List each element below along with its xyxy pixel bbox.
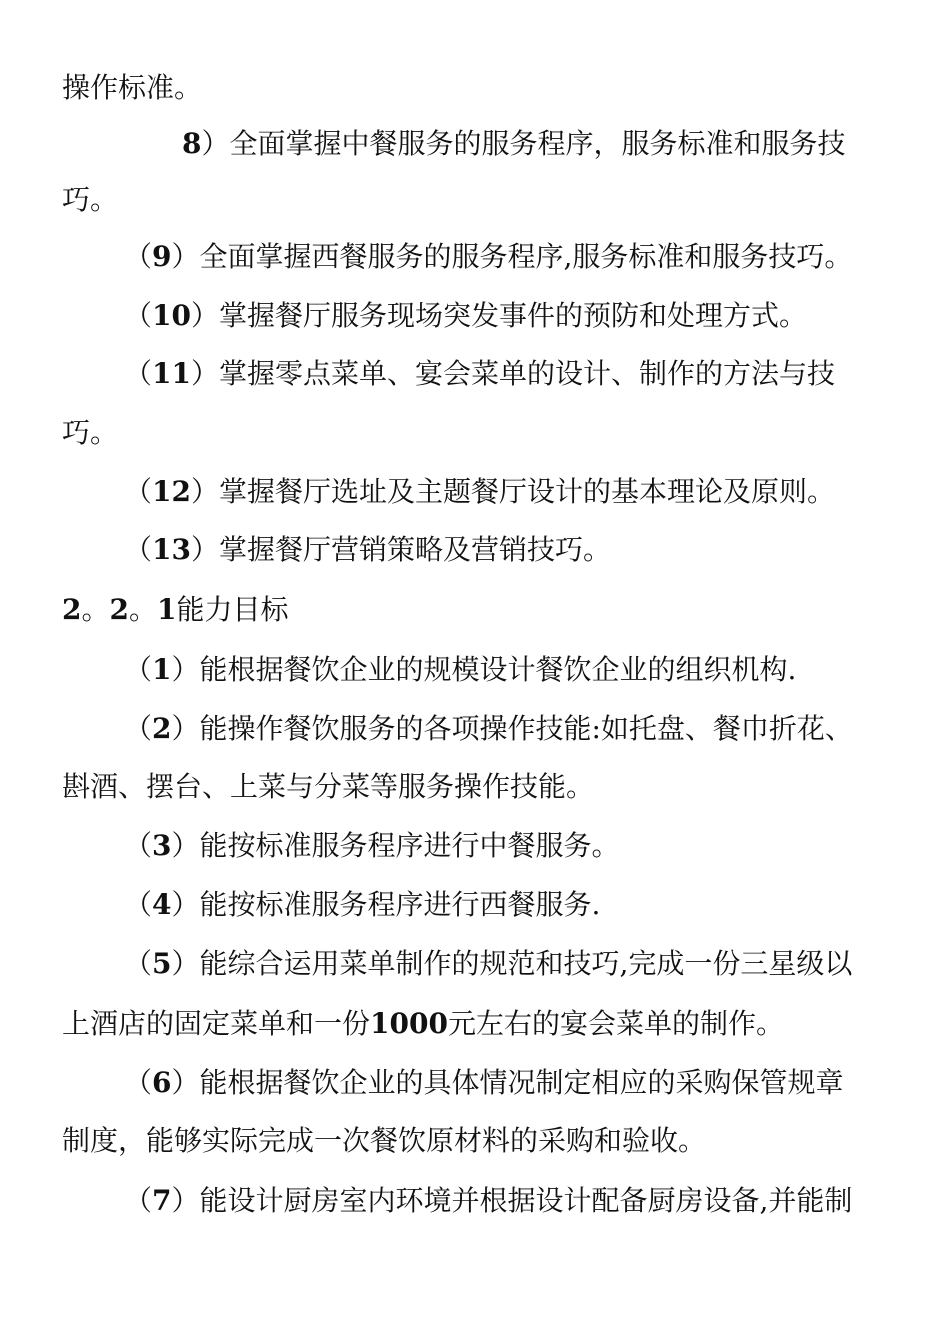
item-text: ）能操作餐饮服务的各项操作技能:如托盘、餐巾折花、 bbox=[171, 712, 853, 745]
item-number: 3 bbox=[152, 829, 172, 862]
item-paren: （ bbox=[124, 357, 153, 390]
item-paren: （ bbox=[124, 888, 153, 921]
item-paren: （ bbox=[124, 1184, 153, 1217]
item-number: 2 bbox=[152, 712, 172, 745]
list-item bbox=[124, 826, 620, 866]
item-paren: （ bbox=[124, 299, 153, 332]
list-item bbox=[124, 530, 611, 570]
item-number: 4 bbox=[152, 888, 172, 921]
text-line bbox=[62, 1121, 706, 1161]
line-text: 制度，能够实际完成一次餐饮原材料的采购和验收。 bbox=[62, 1124, 707, 1157]
item-number: 1 bbox=[152, 653, 172, 686]
text-line bbox=[62, 180, 118, 220]
list-item bbox=[182, 124, 846, 164]
list-item bbox=[124, 650, 796, 690]
line-text: 斟酒、摆台、上菜与分菜等服务操作技能。 bbox=[62, 770, 595, 803]
text-line bbox=[62, 413, 118, 453]
list-item bbox=[124, 472, 835, 512]
item-paren: （ bbox=[124, 240, 153, 273]
item-paren: （ bbox=[124, 947, 153, 980]
item-text: ）全面掌握西餐服务的服务程序,服务标准和服务技巧。 bbox=[171, 240, 853, 273]
list-item bbox=[124, 709, 853, 749]
line-text: 元左右的宴会菜单的制作。 bbox=[447, 1007, 784, 1040]
line-text: 上酒店的固定菜单和一份 bbox=[62, 1007, 371, 1040]
item-paren: （ bbox=[124, 1066, 153, 1099]
item-paren: （ bbox=[124, 475, 153, 508]
item-number: 9 bbox=[152, 240, 172, 273]
item-number: 7 bbox=[152, 1184, 172, 1217]
line-text: 巧。 bbox=[62, 183, 119, 216]
list-item bbox=[124, 237, 852, 277]
item-text: ）能按标准服务程序进行西餐服务. bbox=[171, 888, 601, 921]
section-heading bbox=[62, 590, 289, 630]
list-item bbox=[124, 296, 807, 336]
text-line bbox=[62, 1004, 784, 1044]
item-text: ）能综合运用菜单制作的规范和技巧,完成一份三星级以 bbox=[171, 947, 853, 980]
section-sep: 。 bbox=[128, 593, 157, 626]
item-text: ）能按标准服务程序进行中餐服务。 bbox=[171, 829, 620, 862]
item-paren: （ bbox=[124, 712, 153, 745]
list-item bbox=[124, 885, 600, 925]
item-text: ）能根据餐饮企业的规模设计餐饮企业的组织机构. bbox=[171, 653, 797, 686]
section-number: 2 bbox=[109, 593, 129, 626]
item-number: 5 bbox=[152, 947, 172, 980]
item-number: 12 bbox=[152, 475, 191, 508]
item-text: ）掌握餐厅选址及主题餐厅设计的基本理论及原则。 bbox=[190, 475, 835, 508]
list-item bbox=[124, 1181, 852, 1221]
text-line bbox=[62, 767, 594, 807]
item-text: ）掌握餐厅营销策略及营销技巧。 bbox=[190, 533, 611, 566]
item-number: 13 bbox=[152, 533, 191, 566]
section-number: 1 bbox=[157, 593, 177, 626]
text-line bbox=[62, 68, 202, 108]
section-title: 能力目标 bbox=[176, 593, 289, 626]
item-number: 6 bbox=[152, 1066, 172, 1099]
section-sep: 。 bbox=[81, 593, 110, 626]
amount-number: 1000 bbox=[370, 1007, 448, 1040]
item-text: ）能根据餐饮企业的具体情况制定相应的采购保管规章 bbox=[171, 1066, 844, 1099]
item-text: ）掌握餐厅服务现场突发事件的预防和处理方式。 bbox=[190, 299, 807, 332]
list-item bbox=[124, 1063, 844, 1103]
item-text: ）掌握零点菜单、宴会菜单的设计、制作的方法与技 bbox=[190, 357, 835, 390]
item-text: ）能设计厨房室内环境并根据设计配备厨房设备,并能制 bbox=[171, 1184, 853, 1217]
item-paren: （ bbox=[124, 653, 153, 686]
item-number: 10 bbox=[152, 299, 191, 332]
line-text: 巧。 bbox=[62, 416, 119, 449]
list-item bbox=[124, 944, 852, 984]
item-number: 11 bbox=[152, 357, 191, 390]
item-text: ）全面掌握中餐服务的服务程序，服务标准和服务技 bbox=[201, 127, 846, 160]
list-item bbox=[124, 354, 835, 394]
section-number: 2 bbox=[62, 593, 82, 626]
item-paren: （ bbox=[124, 829, 153, 862]
line-text: 操作标准。 bbox=[62, 71, 203, 104]
item-paren: （ bbox=[124, 533, 153, 566]
item-number: 8 bbox=[182, 127, 202, 160]
